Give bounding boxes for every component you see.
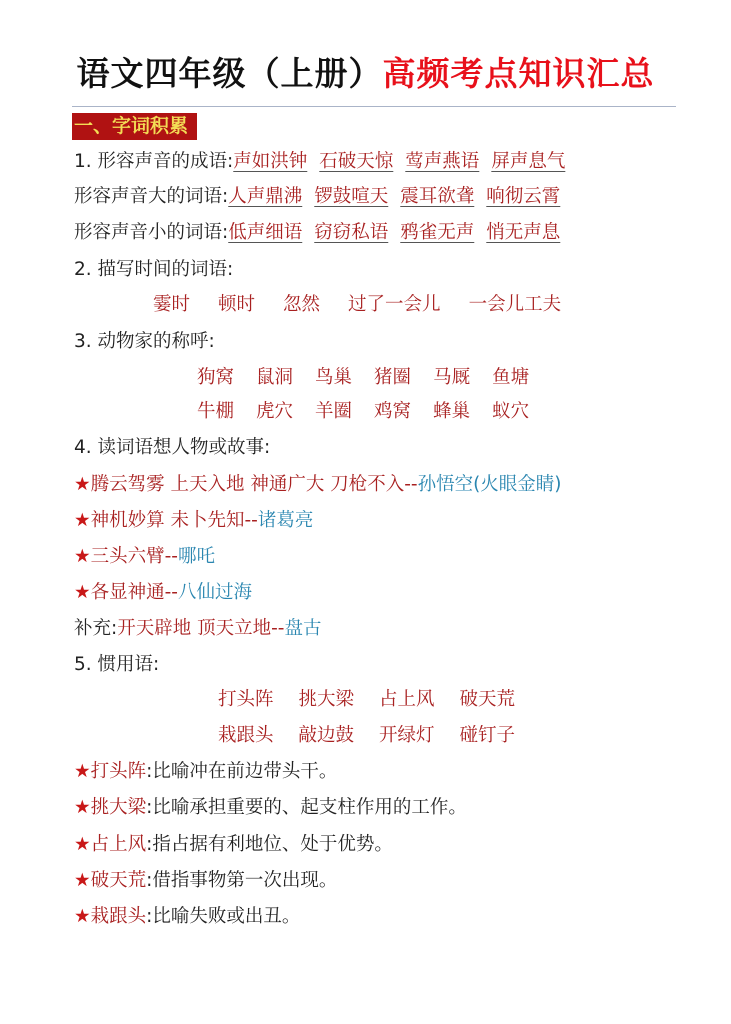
story-words: 腾云驾雾 上天入地 神通广大 刀枪不入-- xyxy=(90,474,418,495)
word: 悄无声息 xyxy=(486,222,561,243)
idiom-term: 占上风 xyxy=(90,834,147,855)
word: 狗窝 xyxy=(197,367,235,388)
idiom-term: 挑大梁 xyxy=(90,797,147,818)
row-label: 5. 惯用语: xyxy=(74,654,160,675)
idiom-def: :借指事物第一次出现。 xyxy=(146,870,338,891)
word: 忽然 xyxy=(283,294,321,315)
time-label xyxy=(74,258,233,282)
word: 石破天惊 xyxy=(319,151,394,172)
idiom-definition xyxy=(74,869,337,893)
word: 鱼塘 xyxy=(492,367,530,388)
story-item xyxy=(74,545,215,569)
time-words-row xyxy=(153,293,589,317)
word: 敲边鼓 xyxy=(298,725,355,746)
word: 过了一会儿 xyxy=(348,294,441,315)
word: 蜂巢 xyxy=(433,401,471,422)
star-icon: ★ xyxy=(74,870,91,891)
story-item xyxy=(74,581,252,605)
word: 震耳欲聋 xyxy=(400,186,475,207)
star-icon: ★ xyxy=(74,546,91,567)
row-label: 形容声音小的词语: xyxy=(74,222,229,243)
row-label: 补充: xyxy=(74,618,118,639)
word: 低声细语 xyxy=(228,222,303,243)
star-icon: ★ xyxy=(74,474,91,495)
story-answer: 八仙过海 xyxy=(177,582,252,603)
row-label: 1. 形容声音的成语: xyxy=(74,151,234,172)
word: 牛棚 xyxy=(197,401,235,422)
sound-words-row xyxy=(74,221,572,245)
story-answer: 孙悟空(火眼金睛) xyxy=(417,474,562,495)
idiom-term: 打头阵 xyxy=(90,761,147,782)
word: 一会儿工夫 xyxy=(468,294,562,315)
word: 莺声燕语 xyxy=(405,151,480,172)
animals-label xyxy=(74,330,215,354)
word: 蚁穴 xyxy=(492,401,530,422)
divider xyxy=(72,106,676,107)
sound-words-row xyxy=(74,185,572,209)
word: 锣鼓喧天 xyxy=(314,186,389,207)
story-words: 各显神通-- xyxy=(90,582,178,603)
row-label: 3. 动物家的称呼: xyxy=(74,331,215,352)
idiom-def: :比喻失败或出丑。 xyxy=(146,906,301,927)
story-answer: 盘古 xyxy=(284,618,322,639)
star-icon: ★ xyxy=(74,510,91,531)
word: 开绿灯 xyxy=(379,725,435,746)
section-header: 一、字词积累 xyxy=(72,113,197,140)
word: 鸦雀无声 xyxy=(400,222,475,243)
story-answer: 诸葛亮 xyxy=(257,510,314,531)
idiom-def: :比喻承担重要的、起支柱作用的工作。 xyxy=(146,797,467,818)
word: 破天荒 xyxy=(459,689,516,710)
story-words: 三头六臂-- xyxy=(90,546,178,567)
idiom-definition xyxy=(74,796,467,820)
word: 羊圈 xyxy=(315,401,353,422)
idiom-term: 栽跟头 xyxy=(90,906,147,927)
star-icon: ★ xyxy=(74,761,91,782)
idiom-definition xyxy=(74,905,300,929)
word: 打头阵 xyxy=(218,689,274,710)
idiom-term: 破天荒 xyxy=(90,870,147,891)
stories-label xyxy=(74,436,270,460)
story-extra xyxy=(74,617,321,641)
word: 鼠洞 xyxy=(256,367,294,388)
word: 屏声息气 xyxy=(491,151,566,172)
star-icon: ★ xyxy=(74,797,91,818)
story-words: 神机妙算 未卜先知-- xyxy=(90,510,258,531)
animals-row xyxy=(197,366,551,390)
word: 马厩 xyxy=(433,367,471,388)
sound-words-row xyxy=(74,150,577,174)
title-black: 语文四年级（上册） xyxy=(76,54,383,93)
animals-row xyxy=(197,400,551,424)
row-label: 4. 读词语想人物或故事: xyxy=(74,437,271,458)
idiom-definition xyxy=(74,760,337,784)
story-item xyxy=(74,509,313,533)
word: 占上风 xyxy=(379,689,435,710)
star-icon: ★ xyxy=(74,834,91,855)
word: 挑大梁 xyxy=(298,689,355,710)
word: 顿时 xyxy=(218,294,256,315)
story-item xyxy=(74,473,562,497)
word: 栽跟头 xyxy=(218,725,274,746)
word: 碰钉子 xyxy=(459,725,516,746)
idioms-label xyxy=(74,653,159,677)
story-words: 开天辟地 顶天立地-- xyxy=(117,618,285,639)
idiom-definition xyxy=(74,833,393,857)
idioms-row xyxy=(218,724,540,748)
idiom-def: :指占据有利地位、处于优势。 xyxy=(146,834,393,855)
word: 声如洪钟 xyxy=(233,151,308,172)
idiom-def: :比喻冲在前边带头干。 xyxy=(146,761,338,782)
idioms-row xyxy=(218,688,540,712)
star-icon: ★ xyxy=(74,906,91,927)
word: 窃窃私语 xyxy=(314,222,389,243)
word: 人声鼎沸 xyxy=(228,186,303,207)
word: 猪圈 xyxy=(374,367,412,388)
word: 鸟巢 xyxy=(315,367,353,388)
word: 鸡窝 xyxy=(374,401,412,422)
page-title xyxy=(0,48,731,95)
word: 霎时 xyxy=(153,294,191,315)
story-answer: 哪吒 xyxy=(177,546,215,567)
star-icon: ★ xyxy=(74,582,91,603)
row-label: 2. 描写时间的词语: xyxy=(74,259,234,280)
word: 响彻云霄 xyxy=(486,186,561,207)
title-red: 高频考点知识汇总 xyxy=(382,54,655,93)
row-label: 形容声音大的词语: xyxy=(74,186,229,207)
word: 虎穴 xyxy=(256,401,294,422)
